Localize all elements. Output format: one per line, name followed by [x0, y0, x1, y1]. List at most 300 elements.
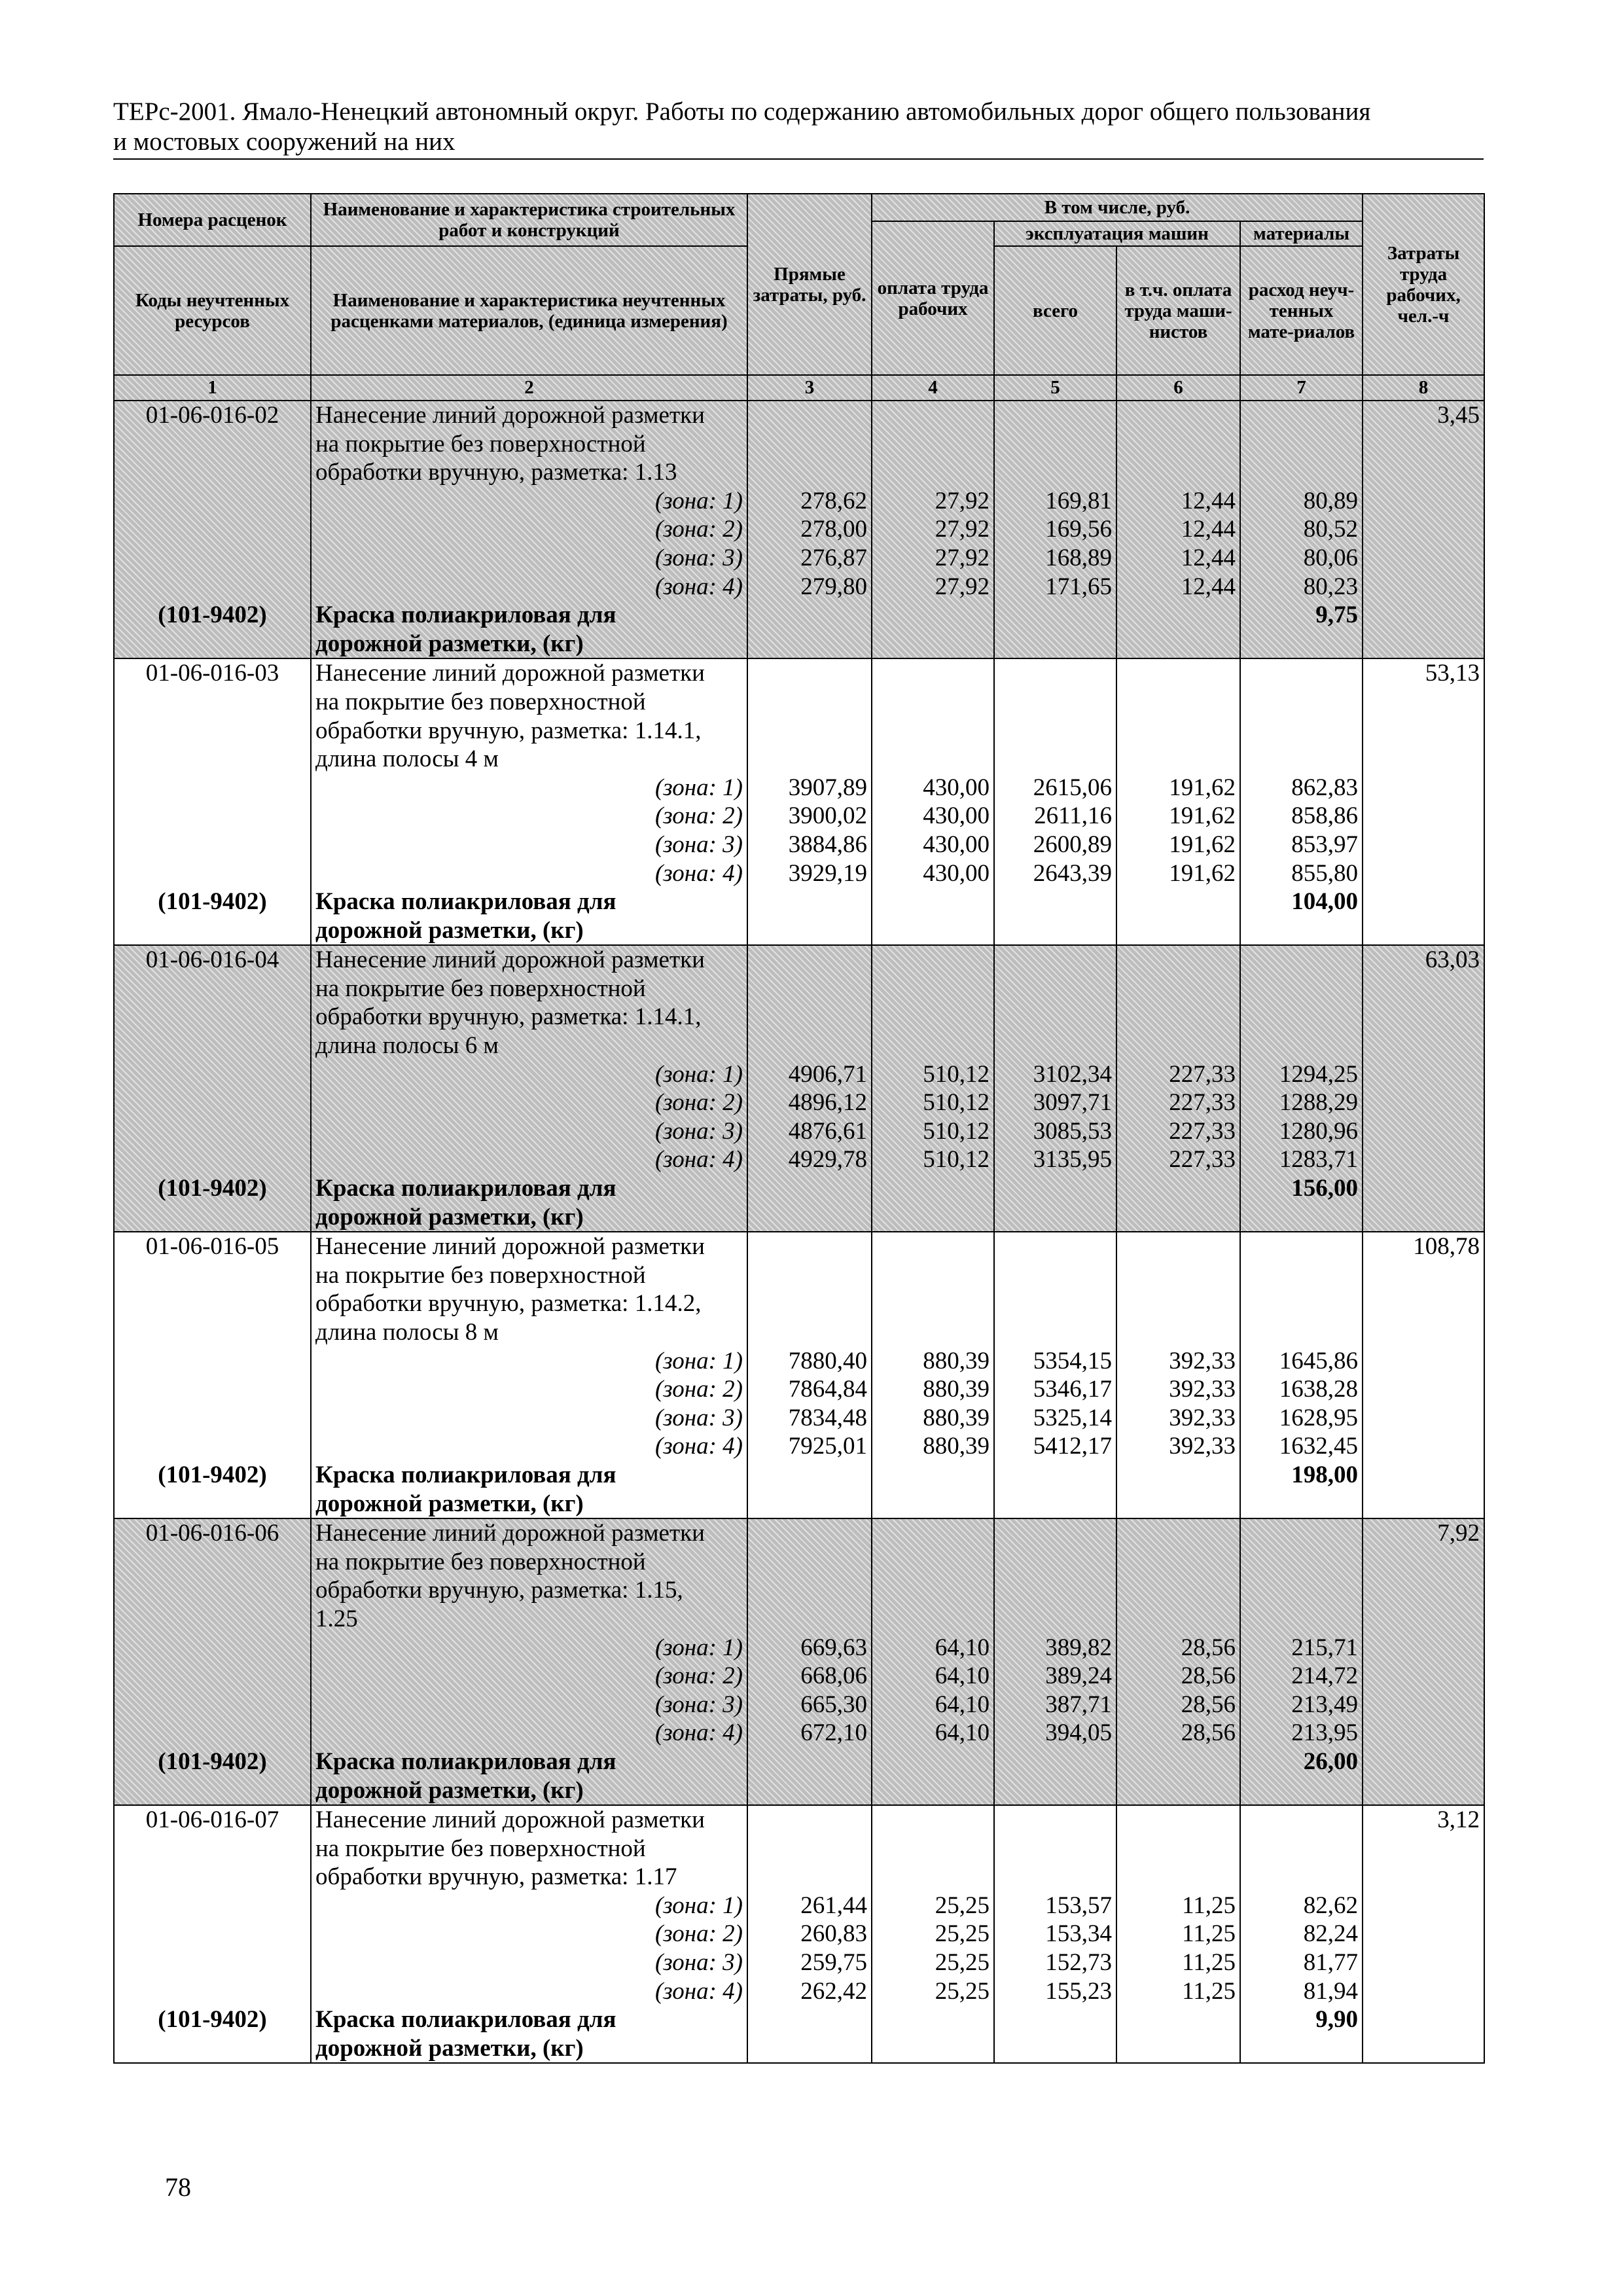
spacer-line	[118, 1548, 306, 1577]
resource-quantity: 9,75	[1315, 601, 1359, 629]
machine-cost-value: 168,89	[1045, 544, 1112, 571]
column-number: 4	[872, 375, 994, 401]
spacer-line	[876, 717, 990, 745]
spacer-line	[999, 458, 1112, 487]
materials-value: 80,06	[1303, 544, 1359, 571]
spacer-line	[876, 458, 990, 487]
worker-wages-value: 25,25	[935, 1977, 990, 2005]
spacer-line	[999, 1318, 1112, 1347]
rate-code-cell	[114, 658, 311, 945]
spacer-line	[876, 659, 990, 688]
direct-cost-value: 278,00	[800, 516, 867, 543]
spacer-line	[876, 688, 990, 717]
rate-code: 01-06-016-03	[145, 660, 279, 687]
rate-title-line: на покрытие без поверхностной	[315, 1261, 646, 1289]
spacer-line	[876, 1605, 990, 1634]
spacer-line	[1121, 1003, 1236, 1031]
rate-title-line: обработки вручную, разметка: 1.15,	[315, 1577, 683, 1604]
spacer-line	[118, 1031, 306, 1060]
spacer-line	[118, 487, 306, 516]
spacer-line	[999, 1576, 1112, 1605]
zone-label: (зона: 3)	[654, 1117, 743, 1145]
materials-cell	[1240, 658, 1363, 945]
spacer-line	[118, 1920, 306, 1948]
materials-value: 81,77	[1303, 1949, 1359, 1977]
operator-wages-value: 191,62	[1169, 859, 1236, 887]
materials-value: 1288,29	[1279, 1089, 1359, 1117]
spacer-line	[1121, 688, 1236, 717]
worker-wages-cell	[872, 945, 994, 1232]
spacer-line	[876, 1863, 990, 1892]
rate-name-cell	[311, 945, 747, 1232]
spacer-line	[752, 401, 867, 430]
worker-wages-cell	[872, 401, 994, 658]
operator-wages-value: 12,44	[1181, 516, 1236, 543]
machine-cost-value: 3135,95	[1033, 1146, 1112, 1174]
worker-wages-cell	[872, 1805, 994, 2063]
column-number: 1	[114, 375, 311, 401]
col4-header: оплата труда рабочих	[872, 221, 994, 375]
worker-wages-value: 430,00	[923, 831, 990, 858]
spacer-line	[1121, 430, 1236, 459]
spacer-line	[1245, 1318, 1358, 1347]
rate-title-line: на покрытие без поверхностной	[315, 688, 646, 715]
spacer-line	[118, 1662, 306, 1691]
resource-code: (101-9402)	[158, 1748, 267, 1775]
resource-name-line: Краска полиакриловая для	[315, 1461, 616, 1488]
spacer-line	[752, 659, 867, 688]
zone-label: (зона: 4)	[654, 1146, 743, 1174]
spacer-line	[752, 1232, 867, 1261]
spacer-line	[1121, 946, 1236, 975]
machine-cost-value: 5346,17	[1033, 1376, 1112, 1403]
spacer-line	[1121, 1576, 1236, 1605]
machine-cost-value: 153,57	[1045, 1892, 1112, 1919]
materials-value: 82,62	[1303, 1892, 1359, 1919]
machine-cost-value: 169,56	[1045, 516, 1112, 543]
zone-label: (зона: 2)	[654, 1089, 743, 1117]
worker-wages-value: 25,25	[935, 1949, 990, 1977]
spacer-line	[1245, 1835, 1358, 1863]
resource-name-line: Краска полиакриловая для	[315, 1748, 616, 1775]
page-number: 78	[165, 2172, 191, 2202]
spacer-line	[752, 430, 867, 459]
direct-cost-value: 261,44	[800, 1892, 867, 1919]
resource-code: (101-9402)	[158, 1175, 267, 1202]
labor-hours-value: 63,03	[1425, 946, 1480, 974]
spacer-line	[999, 1003, 1112, 1031]
worker-wages-value: 27,92	[935, 516, 990, 543]
worker-wages-value: 27,92	[935, 487, 990, 514]
operator-wages-value: 28,56	[1181, 1719, 1236, 1747]
rate-code: 01-06-016-05	[145, 1233, 279, 1261]
col6-header: в т.ч. оплата труда маши-нистов	[1116, 246, 1240, 375]
direct-cost-value: 665,30	[800, 1691, 867, 1718]
spacer-line	[1121, 1031, 1236, 1060]
direct-cost-cell	[747, 1518, 872, 1805]
materials-value: 858,86	[1291, 802, 1359, 830]
spacer-line	[1245, 1289, 1358, 1318]
spacer-line	[999, 1548, 1112, 1577]
resource-name-line: Краска полиакриловая для	[315, 888, 616, 916]
operator-wages-value: 227,33	[1169, 1060, 1236, 1088]
rate-code-cell	[114, 945, 311, 1232]
spacer-line	[876, 1003, 990, 1031]
zone-label: (зона: 2)	[654, 1376, 743, 1403]
rate-code: 01-06-016-02	[145, 402, 279, 429]
operator-wages-cell	[1116, 945, 1240, 1232]
zone-label: (зона: 1)	[654, 1892, 743, 1919]
rate-title-line: на покрытие без поверхностной	[315, 430, 646, 457]
spacer-line	[1121, 1519, 1236, 1548]
direct-cost-value: 4906,71	[788, 1060, 867, 1088]
spacer-line	[118, 717, 306, 745]
spacer-line	[1245, 458, 1358, 487]
spacer-line	[999, 401, 1112, 430]
spacer-line	[999, 1289, 1112, 1318]
materials-value: 1283,71	[1279, 1146, 1359, 1174]
spacer-line	[752, 1261, 867, 1290]
operator-wages-value: 11,25	[1182, 1949, 1236, 1977]
spacer-line	[999, 659, 1112, 688]
spacer-line	[118, 745, 306, 774]
spacer-line	[1121, 1863, 1236, 1892]
rate-name-cell	[311, 1805, 747, 2063]
spacer-line	[1245, 745, 1358, 774]
zone-label: (зона: 4)	[654, 1433, 743, 1460]
worker-wages-value: 880,39	[923, 1433, 990, 1460]
machine-cost-cell	[994, 658, 1116, 945]
spacer-line	[752, 1835, 867, 1863]
materials-value: 80,89	[1303, 487, 1359, 514]
operator-wages-value: 28,56	[1181, 1662, 1236, 1690]
rate-title-line: на покрытие без поверхностной	[315, 1548, 646, 1575]
zone-label: (зона: 1)	[654, 1347, 743, 1374]
rate-name-cell	[311, 658, 747, 945]
spacer-line	[118, 859, 306, 888]
spacer-line	[999, 1863, 1112, 1892]
zone-label: (зона: 4)	[654, 573, 743, 600]
spacer-line	[118, 430, 306, 459]
rate-title-line: Нанесение линий дорожной разметки	[315, 946, 705, 974]
zone-label: (зона: 1)	[654, 1060, 743, 1088]
spacer-line	[1121, 1605, 1236, 1634]
spacer-line	[999, 717, 1112, 745]
zone-label: (зона: 3)	[654, 1949, 743, 1977]
operator-wages-value: 392,33	[1169, 1376, 1236, 1403]
rate-title-line: длина полосы 4 м	[315, 745, 499, 773]
spacer-line	[118, 1060, 306, 1089]
direct-cost-value: 668,06	[800, 1662, 867, 1690]
spacer-line	[752, 946, 867, 975]
machine-cost-cell	[994, 1518, 1116, 1805]
spacer-line	[752, 1605, 867, 1634]
operator-wages-cell	[1116, 401, 1240, 658]
spacer-line	[118, 1003, 306, 1031]
rate-title-line: обработки вручную, разметка: 1.17	[315, 1863, 677, 1891]
spacer-line	[118, 458, 306, 487]
spacer-line	[1121, 1318, 1236, 1347]
labor-hours-value: 3,12	[1437, 1806, 1480, 1834]
spacer-line	[876, 745, 990, 774]
materials-header: материалы	[1240, 221, 1363, 246]
column-number: 8	[1363, 375, 1484, 401]
machine-cost-cell	[994, 401, 1116, 658]
labor-hours-cell	[1363, 945, 1484, 1232]
col1-top-header: Номера расценок	[114, 194, 311, 246]
header-line-1: ТЕРс-2001. Ямало-Ненецкий автономный округ. Работы по содержанию автомобильных дорог общего пользования	[113, 98, 1371, 126]
labor-hours-value: 7,92	[1437, 1520, 1480, 1547]
zone-label: (зона: 3)	[654, 1404, 743, 1431]
worker-wages-value: 430,00	[923, 802, 990, 830]
operator-wages-value: 392,33	[1169, 1404, 1236, 1431]
labor-hours-cell	[1363, 658, 1484, 945]
rate-title-line: длина полосы 8 м	[315, 1319, 499, 1346]
direct-cost-value: 669,63	[800, 1634, 867, 1661]
col8-header: Затраты труда рабочих, чел.-ч	[1363, 194, 1484, 375]
header-rule	[113, 158, 1484, 160]
column-number: 2	[311, 375, 747, 401]
zone-label: (зона: 2)	[654, 1662, 743, 1690]
labor-hours-value: 53,13	[1425, 660, 1480, 687]
spacer-line	[118, 1977, 306, 2006]
spacer-line	[118, 1948, 306, 1977]
materials-value: 1638,28	[1279, 1376, 1359, 1403]
spacer-line	[1121, 1289, 1236, 1318]
operator-wages-cell	[1116, 1805, 1240, 2063]
rate-code-cell	[114, 1518, 311, 1805]
materials-value: 1294,25	[1279, 1060, 1359, 1088]
labor-hours-cell	[1363, 401, 1484, 658]
spacer-line	[1245, 1605, 1358, 1634]
materials-value: 80,23	[1303, 573, 1359, 600]
direct-cost-value: 3900,02	[788, 802, 867, 830]
spacer-line	[876, 1806, 990, 1835]
spacer-line	[752, 1863, 867, 1892]
worker-wages-value: 25,25	[935, 1920, 990, 1948]
col1-bottom-header: Коды неучтенных ресурсов	[114, 246, 311, 375]
spacer-line	[1245, 1003, 1358, 1031]
machine-cost-cell	[994, 1805, 1116, 2063]
operator-wages-value: 28,56	[1181, 1634, 1236, 1661]
rate-code: 01-06-016-07	[145, 1806, 279, 1834]
worker-wages-value: 64,10	[935, 1719, 990, 1747]
spacer-line	[1121, 1232, 1236, 1261]
spacer-line	[752, 1519, 867, 1548]
machine-cost-value: 389,82	[1045, 1634, 1112, 1661]
spacer-line	[1121, 975, 1236, 1003]
materials-value: 213,49	[1291, 1691, 1359, 1718]
materials-cell	[1240, 1805, 1363, 2063]
machine-cost-value: 171,65	[1045, 573, 1112, 600]
column-number: 6	[1116, 375, 1240, 401]
resource-name-line: дорожной разметки, (кг)	[315, 916, 584, 944]
spacer-line	[999, 688, 1112, 717]
labor-hours-value: 108,78	[1413, 1233, 1480, 1261]
spacer-line	[118, 831, 306, 859]
resource-code: (101-9402)	[158, 601, 267, 629]
spacer-line	[752, 1003, 867, 1031]
rate-item-row	[114, 1232, 1484, 1518]
operator-wages-value: 227,33	[1169, 1089, 1236, 1117]
direct-cost-value: 262,42	[800, 1977, 867, 2005]
spacer-line	[1245, 1806, 1358, 1835]
spacer-line	[876, 1576, 990, 1605]
spacer-line	[1121, 401, 1236, 430]
direct-cost-value: 672,10	[800, 1719, 867, 1747]
spacer-line	[118, 1691, 306, 1719]
spacer-line	[1245, 688, 1358, 717]
direct-cost-cell	[747, 1232, 872, 1518]
operator-wages-value: 11,25	[1182, 1892, 1236, 1919]
spacer-line	[1121, 458, 1236, 487]
spacer-line	[999, 946, 1112, 975]
direct-cost-value: 7864,84	[788, 1376, 867, 1403]
spacer-line	[876, 1031, 990, 1060]
machine-cost-value: 2611,16	[1034, 802, 1112, 830]
machine-cost-value: 3097,71	[1033, 1089, 1112, 1117]
direct-cost-value: 3929,19	[788, 859, 867, 887]
spacer-line	[118, 1719, 306, 1748]
spacer-line	[118, 573, 306, 601]
spacer-line	[118, 1634, 306, 1662]
machine-cost-cell	[994, 945, 1116, 1232]
col5-header: всего	[994, 246, 1116, 375]
materials-value: 82,24	[1303, 1920, 1359, 1948]
worker-wages-value: 510,12	[923, 1060, 990, 1088]
materials-cell	[1240, 945, 1363, 1232]
spacer-line	[1245, 401, 1358, 430]
spacer-line	[876, 1548, 990, 1577]
direct-cost-cell	[747, 1805, 872, 2063]
spacer-line	[118, 1605, 306, 1634]
resource-name-line: дорожной разметки, (кг)	[315, 630, 584, 657]
operator-wages-value: 12,44	[1181, 573, 1236, 600]
operator-wages-value: 227,33	[1169, 1146, 1236, 1174]
materials-value: 80,52	[1303, 516, 1359, 543]
direct-cost-value: 3907,89	[788, 774, 867, 801]
spacer-line	[876, 946, 990, 975]
spacer-line	[1245, 1576, 1358, 1605]
spacer-line	[1121, 1261, 1236, 1290]
spacer-line	[1245, 659, 1358, 688]
operator-wages-value: 227,33	[1169, 1117, 1236, 1145]
column-number: 3	[747, 375, 872, 401]
spacer-line	[118, 544, 306, 573]
spacer-line	[1121, 1806, 1236, 1835]
machine-cost-value: 389,24	[1045, 1662, 1112, 1690]
spacer-line	[752, 1031, 867, 1060]
zone-label: (зона: 2)	[654, 802, 743, 830]
materials-value: 855,80	[1291, 859, 1359, 887]
spacer-line	[752, 1289, 867, 1318]
worker-wages-value: 880,39	[923, 1376, 990, 1403]
operator-wages-value: 11,25	[1182, 1920, 1236, 1948]
machine-cost-value: 2643,39	[1033, 859, 1112, 887]
spacer-line	[1245, 430, 1358, 459]
rate-code: 01-06-016-04	[145, 946, 279, 974]
resource-code: (101-9402)	[158, 888, 267, 916]
labor-hours-cell	[1363, 1232, 1484, 1518]
rates-table-body	[114, 401, 1484, 2063]
operator-wages-value: 12,44	[1181, 544, 1236, 571]
worker-wages-value: 25,25	[935, 1892, 990, 1919]
zone-label: (зона: 2)	[654, 1920, 743, 1948]
direct-cost-value: 7834,48	[788, 1404, 867, 1431]
resource-name-line: Краска полиакриловая для	[315, 601, 616, 629]
spacer-line	[1121, 745, 1236, 774]
direct-cost-value: 4876,61	[788, 1117, 867, 1145]
spacer-line	[752, 1318, 867, 1347]
machine-cost-value: 152,73	[1045, 1949, 1112, 1977]
resource-name-line: Краска полиакриловая для	[315, 2006, 616, 2034]
operator-wages-value: 28,56	[1181, 1691, 1236, 1718]
rate-title-line: обработки вручную, разметка: 1.13	[315, 459, 677, 486]
rate-title-line: 1.25	[315, 1605, 358, 1632]
spacer-line	[1245, 1519, 1358, 1548]
column-number: 5	[994, 375, 1116, 401]
worker-wages-value: 510,12	[923, 1146, 990, 1174]
materials-value: 215,71	[1291, 1634, 1359, 1661]
materials-cell	[1240, 1518, 1363, 1805]
zone-label: (зона: 1)	[654, 487, 743, 514]
spacer-line	[752, 1576, 867, 1605]
operator-wages-cell	[1116, 1232, 1240, 1518]
spacer-line	[118, 1835, 306, 1863]
zone-label: (зона: 4)	[654, 1719, 743, 1747]
materials-value: 214,72	[1291, 1662, 1359, 1690]
worker-wages-value: 430,00	[923, 774, 990, 801]
direct-cost-value: 3884,86	[788, 831, 867, 858]
spacer-line	[999, 430, 1112, 459]
zone-label: (зона: 4)	[654, 1977, 743, 2005]
spacer-line	[876, 1519, 990, 1548]
machine-cost-value: 3102,34	[1033, 1060, 1112, 1088]
direct-cost-value: 259,75	[800, 1949, 867, 1977]
rate-item-row	[114, 1518, 1484, 1805]
operator-wages-value: 191,62	[1169, 802, 1236, 830]
zone-label: (зона: 3)	[654, 1691, 743, 1718]
spacer-line	[1245, 1863, 1358, 1892]
col3-header: Прямые затраты, руб.	[747, 194, 872, 375]
materials-value: 1645,86	[1279, 1347, 1359, 1374]
zone-label: (зона: 4)	[654, 859, 743, 887]
rate-title-line: Нанесение линий дорожной разметки	[315, 1233, 705, 1261]
rate-title-line: Нанесение линий дорожной разметки	[315, 1806, 705, 1834]
resource-quantity: 104,00	[1291, 888, 1359, 916]
machine-cost-value: 2600,89	[1033, 831, 1112, 858]
spacer-line	[876, 1289, 990, 1318]
resource-code: (101-9402)	[158, 2006, 267, 2034]
direct-cost-value: 7925,01	[788, 1433, 867, 1460]
direct-cost-cell	[747, 945, 872, 1232]
materials-value: 81,94	[1303, 1977, 1359, 2005]
zone-label: (зона: 2)	[654, 516, 743, 543]
materials-value: 862,83	[1291, 774, 1359, 801]
worker-wages-cell	[872, 658, 994, 945]
rate-title-line: Нанесение линий дорожной разметки	[315, 660, 705, 687]
resource-name-line: Краска полиакриловая для	[315, 1175, 616, 1202]
rate-item-row	[114, 1805, 1484, 2063]
machine-cost-value: 3085,53	[1033, 1117, 1112, 1145]
resource-name-line: дорожной разметки, (кг)	[315, 1203, 584, 1230]
materials-value: 1628,95	[1279, 1404, 1359, 1431]
spacer-line	[999, 1806, 1112, 1835]
spacer-line	[876, 1318, 990, 1347]
col2-top-header: Наименование и характеристика строительных работ и конструкций	[311, 194, 747, 246]
materials-value: 853,97	[1291, 831, 1359, 858]
spacer-line	[118, 1375, 306, 1404]
